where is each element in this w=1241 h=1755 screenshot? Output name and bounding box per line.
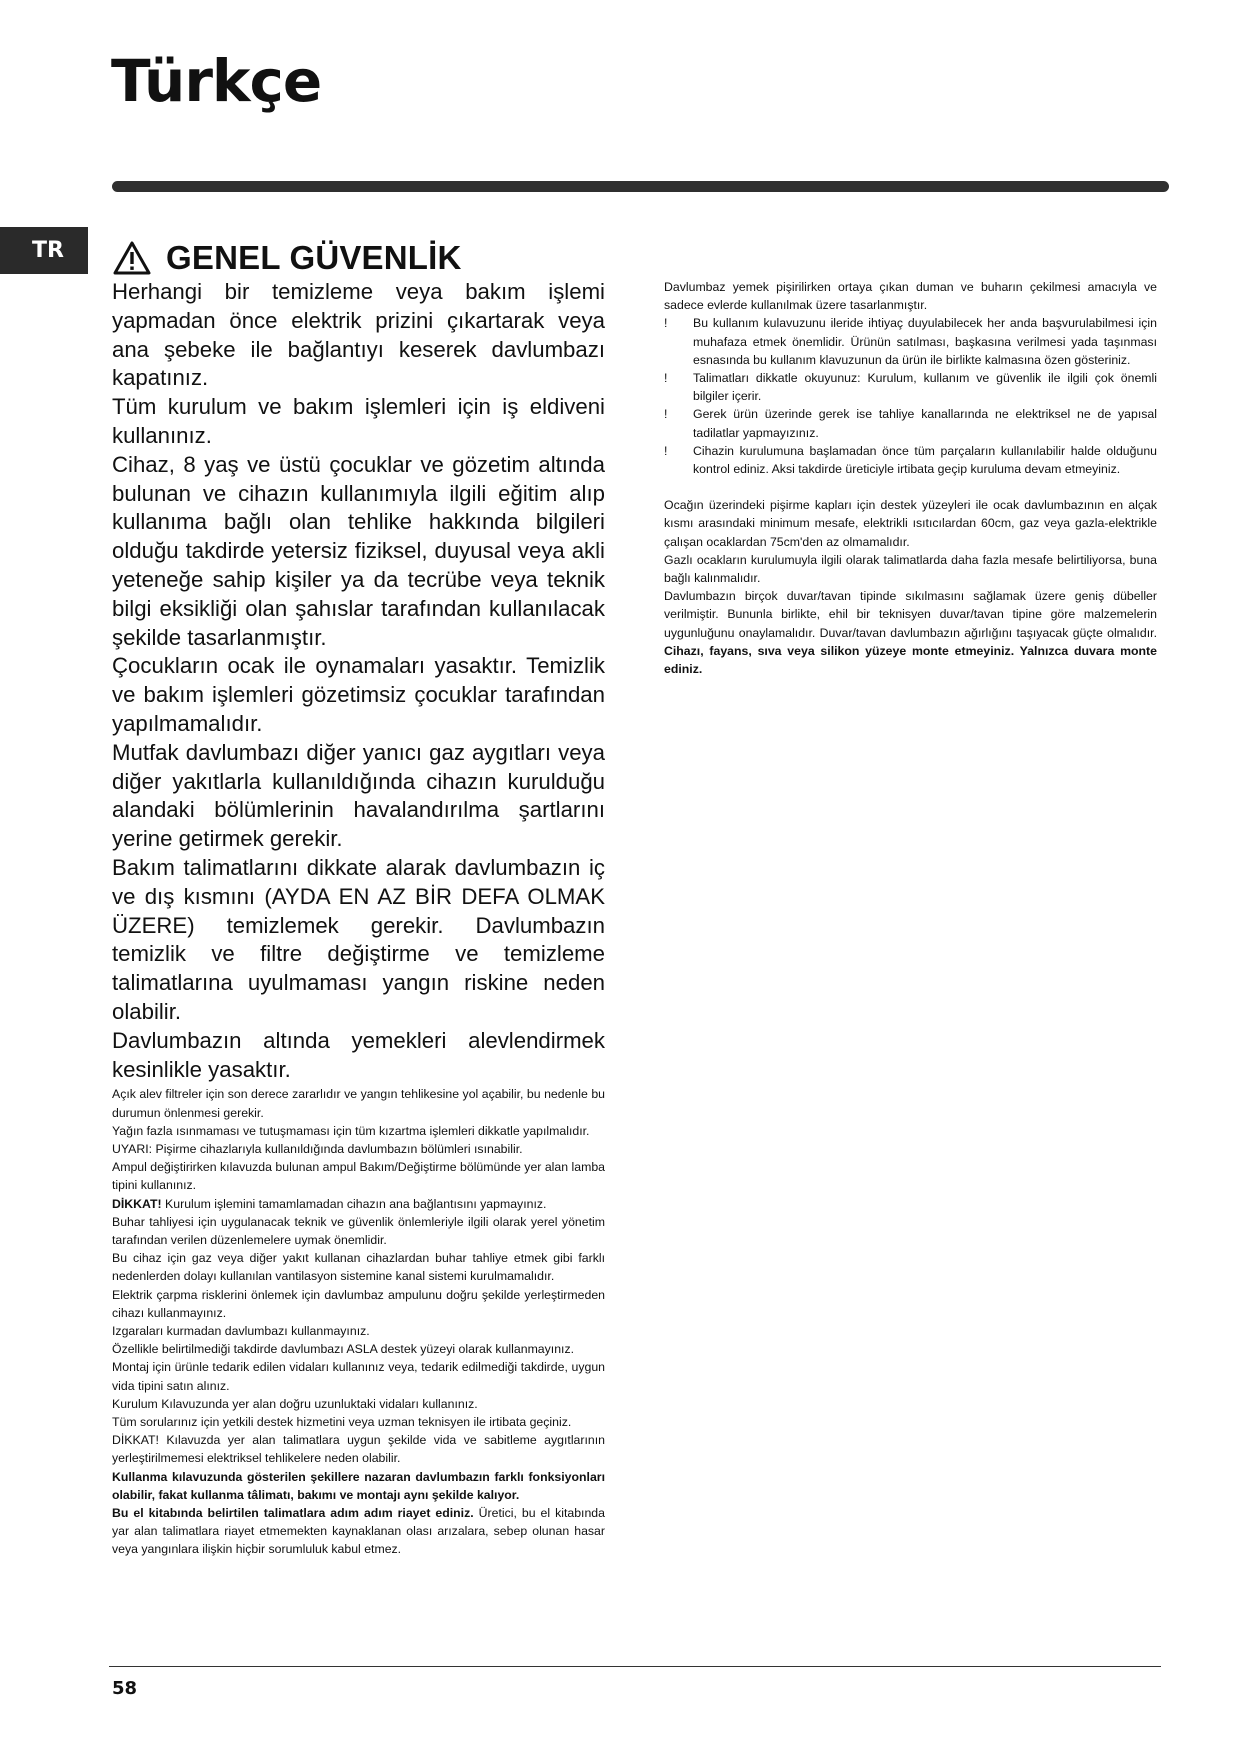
paragraph: Buhar tahliyesi için uygulanacak teknik ve güvenlik önlemleriyle ilgili olarak yerel yönetim tarafından verilen düzenlemelere uymak önemlidir.	[112, 1214, 605, 1247]
dikkat-label: DİKKAT!	[112, 1196, 162, 1211]
paragraph: Tüm kurulum ve bakım işlemleri için iş eldiveni kullanınız.	[112, 394, 605, 448]
paragraph: DİKKAT! Kılavuzda yer alan talimatlara uygun şekilde vida ve sabitleme aygıtlarının yerleştirilmemesi elektriksel tehlikelere neden olabilir.	[112, 1433, 605, 1466]
list-item	[664, 369, 1157, 405]
spacer	[664, 478, 1157, 496]
warning-triangle-icon	[112, 240, 152, 276]
intro-paragraph: Davlumbaz yemek pişirilirken ortaya çıkan duman ve buharın çekilmesi amacıyla ve sadece evlerde kullanılmak üzere tasarlanmıştır.	[664, 280, 1157, 313]
final-paragraph	[112, 1504, 605, 1559]
mounting-warning: Cihazı, fayans, sıva veya silikon yüzeye monte etmeyiniz. Yalnızca duvara monte ediniz.	[664, 643, 1157, 677]
bullet-text: Talimatları dikkatle okuyunuz: Kurulum, kullanım ve güvenlik ile ilgili çok önemli bilgiler içerir.	[693, 371, 1157, 404]
paragraph: Davlumbazın altında yemekleri alevlendirmek kesinlikle yasaktır.	[112, 1027, 605, 1082]
paragraph: Montaj için ürünle tedarik edilen vidaları kullanınız veya, tedarik edilmediği takdirde, uygun vida tipini satın alınız.	[112, 1360, 605, 1393]
language-tab-label: TR	[32, 238, 64, 263]
paragraph: Özellikle belirtilmediği takdirde davlumbazı ASLA destek yüzeyi olarak kullanmayınız.	[112, 1342, 575, 1357]
paragraph: Açık alev filtreler için son derece zararlıdır ve yangın tehlikesine yol açabilir, bu nedenle bu durumun önlenmesi gerekir.	[112, 1087, 605, 1120]
paragraph: UYARI: Pişirme cihazlarıyla kullanıldığında davlumbazın bölümleri ısınabilir.	[112, 1141, 523, 1156]
bullet-text: Gerek ürün üzerinde gerek ise tahliye kanallarında ne elektriksel ne de yapısal tadilatlar yapmayızınız.	[693, 407, 1157, 440]
bold-paragraph-text: Kullanma kılavuzunda gösterilen şekillere nazaran davlumbazın farklı fonksiyonları olabilir, fakat kullanma tâlimatı, bakımı ve montajı aynı şekilde kalıyor.	[112, 1469, 605, 1502]
language-tab	[0, 227, 88, 274]
final-bold-text: Bu el kitabında belirtilen talimatlara adım adım riayet ediniz.	[112, 1505, 474, 1520]
paragraph: Mutfak davlumbazı diğer yanıcı gaz aygıtları veya diğer yakıtlarla kullanıldığında cihazın kurulduğu alandaki bölümlerinin havalandırılma şartlarını yerine getirmek gerekir.	[112, 739, 605, 852]
bullet-mark: !	[664, 407, 668, 422]
paragraph: Izgaraları kurmadan davlumbazı kullanmayınız.	[112, 1323, 370, 1338]
bullet-text: Cihazin kurulumuna başlamadan önce tüm parçaların kullanılabilir halde olduğunu kontrol ediniz. Aksi takdirde üreticiyle irtibata geçip kuruluma devam etmeyiniz.	[693, 443, 1157, 477]
bold-paragraph	[112, 1468, 605, 1504]
bullet-mark: !	[664, 443, 668, 458]
paragraph: Elektrik çarpma risklerini önlemek için davlumbaz ampulunu doğru şekilde yerleştirmeden cihazı kullanmayınız.	[112, 1287, 605, 1320]
mounting-text: Davlumbazın birçok duvar/tavan tipinde sıkılmasını sağlamak üzere geniş dübeller verilmiştir. Bununla birlikte, ehil bir teknisyen duvar/tavan tipine göre malzemelerin uygunluğunu onaylamalıdır. Duvar/tavan davlumbazın ağırlığını taşıyacak güçte olmalıdır.	[664, 589, 1157, 640]
right-column	[664, 278, 1157, 678]
paragraph: Çocukların ocak ile oynamaları yasaktır. Temizlik ve bakım işlemleri gözetimsiz çocuklar tarafından yapılmamalıdır.	[112, 653, 605, 736]
paragraph: Cihaz, 8 yaş ve üstü çocuklar ve gözetim altında bulunan ve cihazın kullanımıyla ilgili eğitim alıp kullanıma bağlı olan tehlike hakkında bilgileri olduğu takdirde yetersiz fiziksel, duyusal veya akli yeteneğe sahip kişiler ya da tecrübe veya teknik bilgi eksikliği olan şahıslar tarafından kullanılacak şekilde tasarlanmıştır.	[112, 451, 605, 650]
bullet-text: Bu kullanım kulavuzunu ileride ihtiyaç duyulabilecek her anda başvurulabilmesi için muhafaza etmek önemlidir. Ürünün satılması, başkasına verilmesi yada taşınması esnasında bu kullanım klavuzunun da ürün ile birlikte kalmasına özen gösteriniz.	[693, 316, 1157, 367]
header-divider	[112, 181, 1169, 192]
page-title: Türkçe	[111, 47, 322, 115]
paragraph: Bakım talimatlarını dikkate alarak davlumbazın iç ve dış kısmını (AYDA EN AZ BİR DEFA OLMAK ÜZERE) temizlemek gerekir. Davlumbazın temizlik ve filtre değiştirme ve temizleme talimatlarına uyulmaması yangın riskine neden olabilir.	[112, 854, 605, 1024]
left-column	[112, 278, 605, 1559]
paragraph: Bu cihaz için gaz veya diğer yakıt kullanan cihazlardan buhar tahliye etmek gibi farklı nedenlerden dolayı kullanılan vantilasyon sistemine kanal sistemi kurulmamalıdır.	[112, 1251, 605, 1284]
bullet-mark: !	[664, 371, 668, 386]
paragraph: Ocağın üzerindeki pişirme kapları için destek yüzeyleri ile ocak davlumbazının en alçak kısmı arasındaki minimum mesafe, elektrikli ısıtıcılardan 60cm, gaz veya gazla-elektrikle çalışan ocaklardan 75cm'den az olmamalıdır.	[664, 498, 1157, 549]
list-item	[664, 442, 1157, 478]
mounting-paragraph	[664, 587, 1157, 678]
paragraph: Tüm sorularınız için yetkili destek hizmetini veya uzman teknisyen ile irtibata geçiniz.	[112, 1414, 572, 1429]
dikkat-paragraph	[112, 1195, 605, 1213]
list-item	[664, 405, 1157, 441]
list-item	[664, 314, 1157, 369]
paragraph: Yağın fazla ısınmaması ve tutuşmaması için tüm kızartma işlemleri dikkatle yapılmalıdır.	[112, 1123, 590, 1138]
section-header	[112, 236, 462, 280]
dikkat-text: Kurulum işlemini tamamlamadan cihazın ana bağlantısını yapmayınız.	[161, 1196, 547, 1211]
paragraph: Gazlı ocakların kurulumuyla ilgili olarak talimatlarda daha fazla mesafe belirtiliyorsa, buna bağlı kalınmalıdır.	[664, 552, 1157, 586]
paragraph: Kurulum Kılavuzunda yer alan doğru uzunluktaki vidaları kullanınız.	[112, 1396, 478, 1411]
small-text-block	[112, 1085, 605, 1558]
footer-divider	[109, 1666, 1161, 1667]
page-number: 58	[112, 1678, 138, 1699]
final-text: Üretici, bu el kitabında yar alan talimatlara riayet etmemekten kaynaklanan olası arızalara, sebep olunan hasar veya yangınlara ilişkin hiçbir sorumluluk kabul etmez.	[112, 1505, 605, 1557]
bullet-mark: !	[664, 316, 668, 331]
section-title: GENEL GÜVENLİK	[166, 239, 462, 276]
paragraph: Herhangi bir temizleme veya bakım işlemi yapmadan önce elektrik prizini çıkartarak veya ana şebeke ile bağlantıyı keserek davlumbazı kapatınız.	[112, 279, 605, 391]
large-text-block	[112, 278, 605, 1084]
paragraph: Ampul değiştirirken kılavuzda bulunan ampul Bakım/Değiştirme bölümünde yer alan lamba tipini kullanınız.	[112, 1160, 605, 1193]
